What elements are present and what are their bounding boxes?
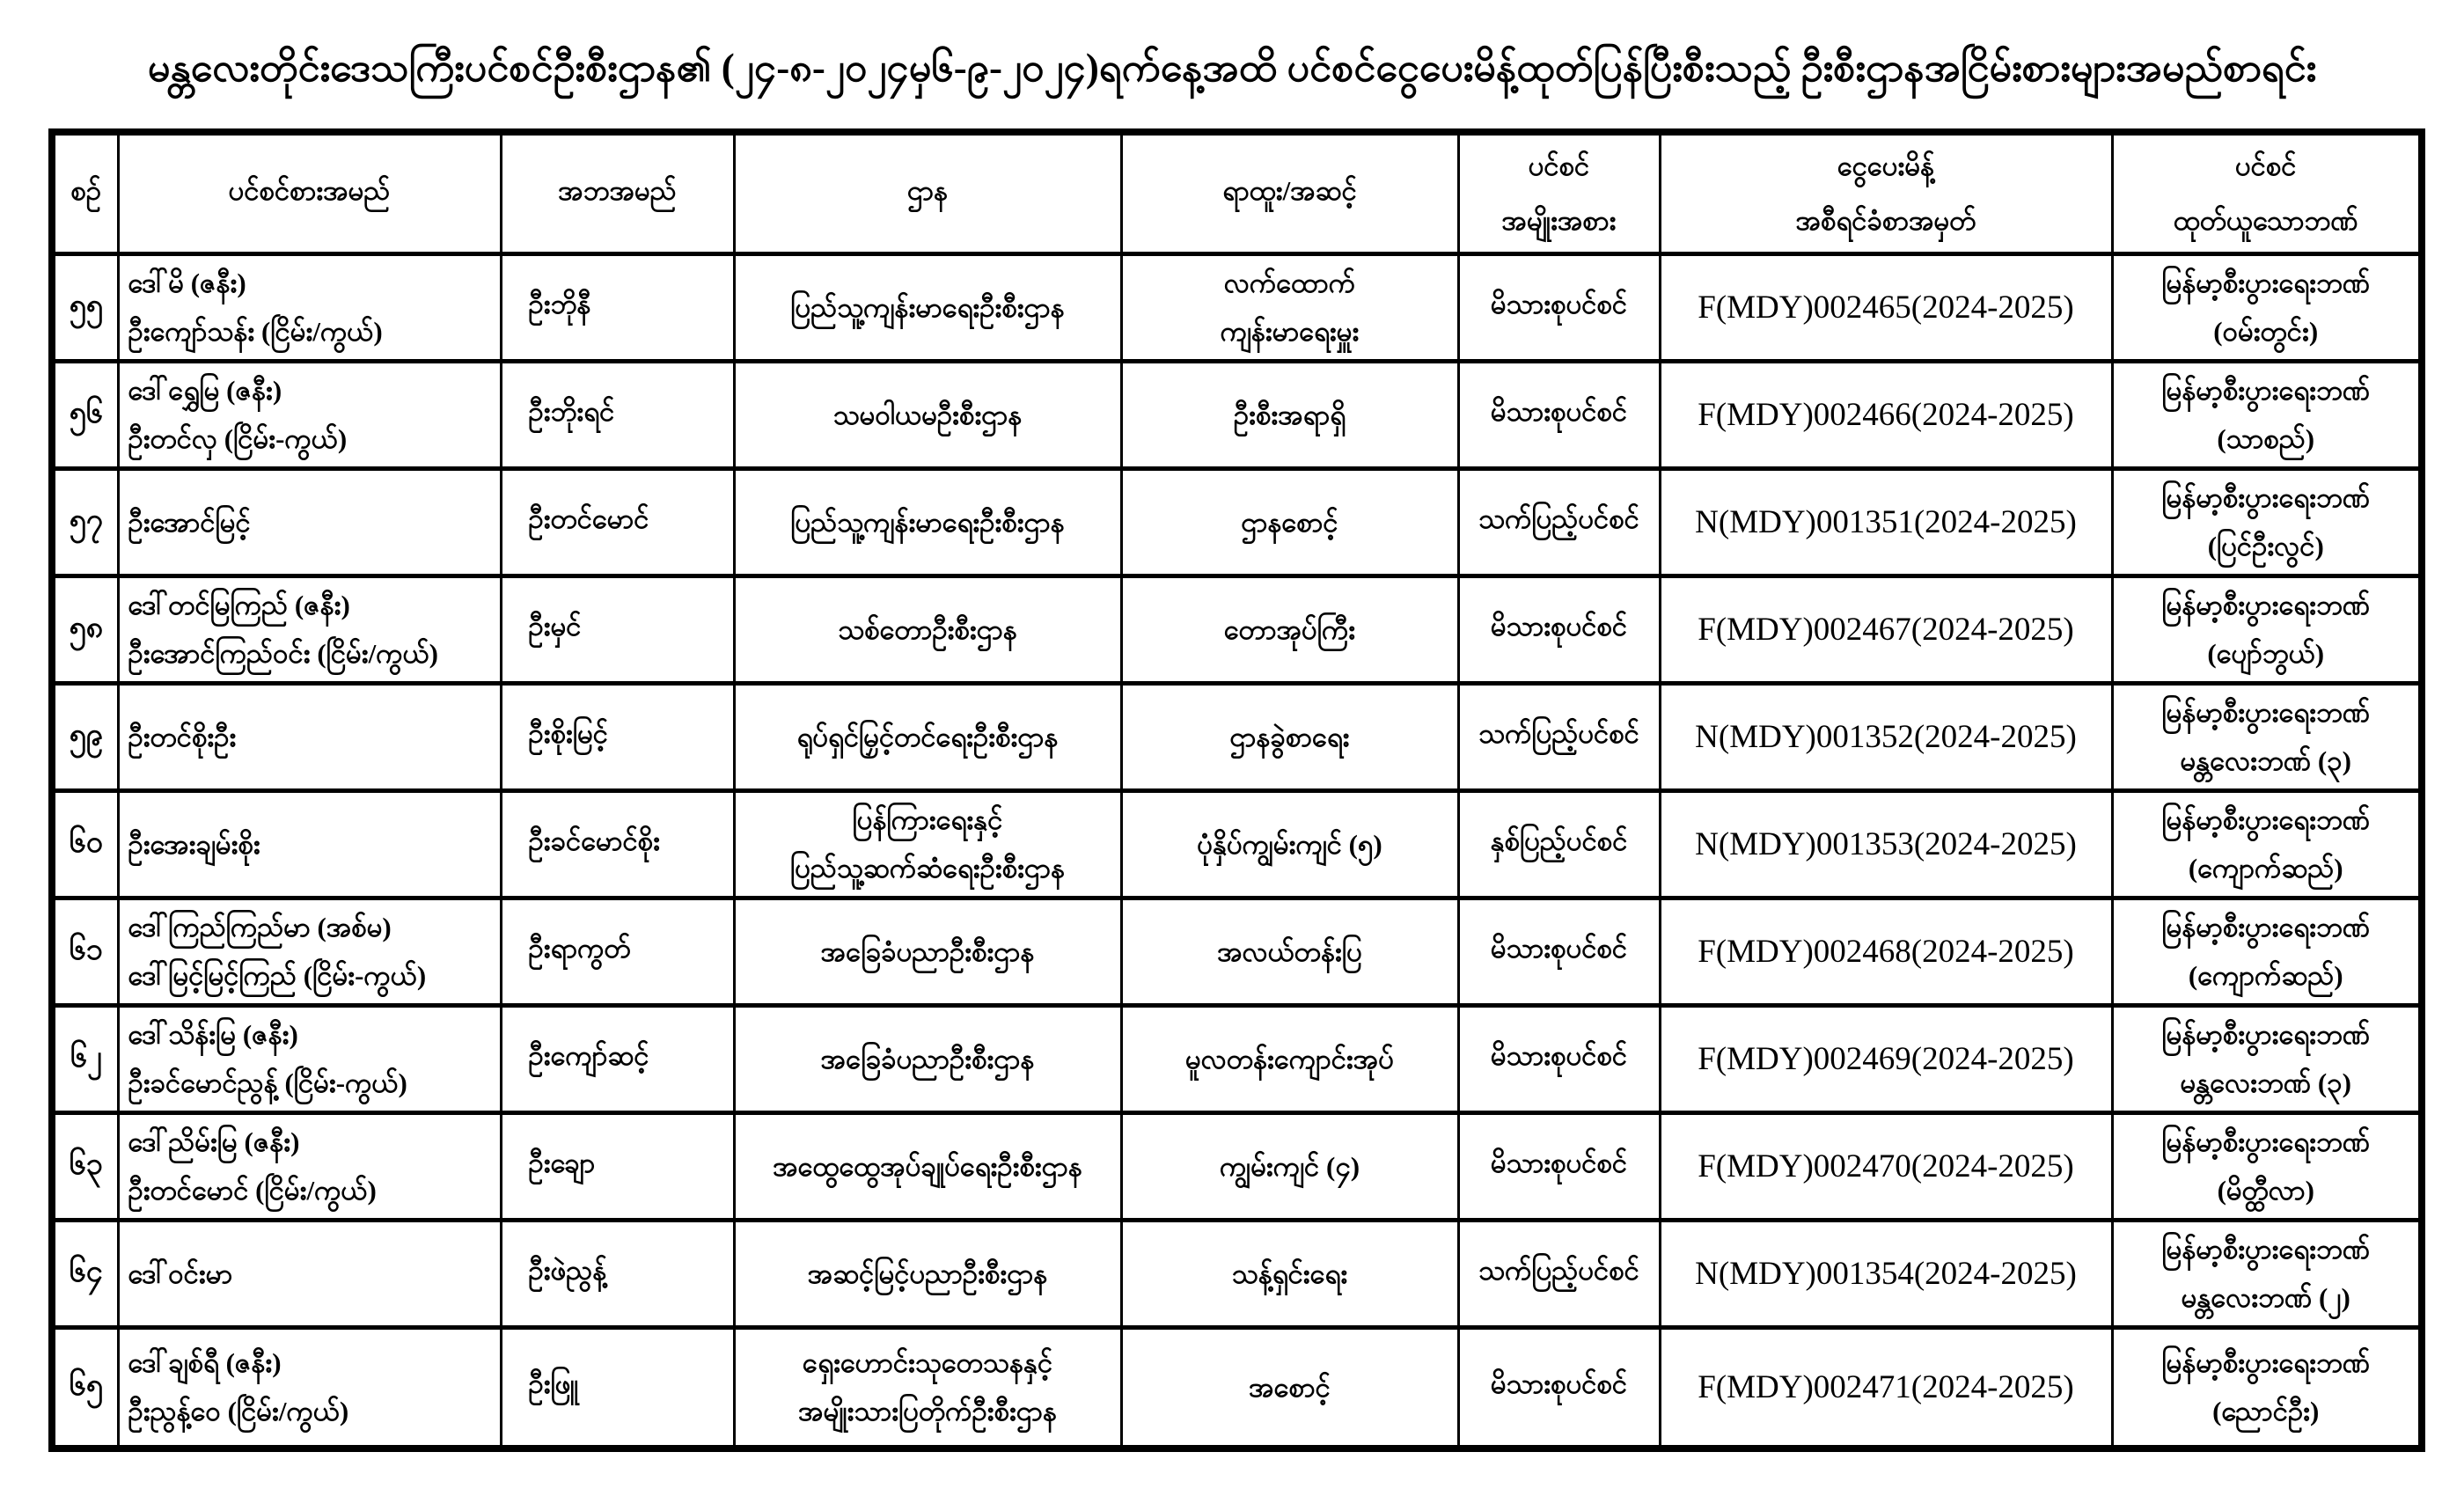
cell-department xyxy=(734,683,1121,790)
table-row xyxy=(52,1005,2422,1112)
cell-department xyxy=(734,576,1121,683)
header-payment-order xyxy=(1660,132,2112,253)
position-line: အစောင့် xyxy=(1249,1371,1331,1403)
header-pension-type xyxy=(1458,132,1660,253)
bank-line: မြန်မာ့စီးပွားရေးဘဏ် xyxy=(2161,1347,2371,1379)
cell-payment-order: N(MDY)001354(2024-2025) xyxy=(1660,1220,2112,1327)
cell-pensioner-name xyxy=(118,1112,501,1220)
cell-position xyxy=(1121,468,1458,576)
pension-list-table xyxy=(48,128,2425,1452)
cell-position xyxy=(1121,898,1458,1005)
bank-line: (ကျောက်ဆည်) xyxy=(2188,853,2343,884)
cell-serial: ၅၅ xyxy=(52,253,118,361)
department-line: ပြန်ကြားရေးနှင့် xyxy=(852,804,1003,835)
cell-department xyxy=(734,253,1121,361)
cell-serial: ၆၄ xyxy=(52,1220,118,1327)
cell-position xyxy=(1121,790,1458,898)
cell-department xyxy=(734,361,1121,468)
position-line: ကျွမ်းကျင် (၄) xyxy=(1219,1150,1360,1182)
cell-payment-order: F(MDY)002469(2024-2025) xyxy=(1660,1005,2112,1112)
department-line: သမဝါယမဦးစီးဌာန xyxy=(832,399,1023,430)
table-row xyxy=(52,1220,2422,1327)
cell-payment-order: N(MDY)001352(2024-2025) xyxy=(1660,683,2112,790)
cell-bank xyxy=(2112,576,2422,683)
cell-payment-order: F(MDY)002468(2024-2025) xyxy=(1660,898,2112,1005)
pensioner-name-line: ဒေါ်မိ (ဇနီး) xyxy=(128,268,246,298)
pensioner-name-line: ဦးအောင်မြင့် xyxy=(128,506,251,538)
cell-pension-type: နှစ်ပြည့်ပင်စင် xyxy=(1458,790,1660,898)
cell-department xyxy=(734,1112,1121,1220)
pensioner-name-line: ဒေါ်မြင့်မြင့်ကြည် (ငြိမ်း-ကွယ်) xyxy=(128,960,427,991)
cell-pension-type: မိသားစုပင်စင် xyxy=(1458,1327,1660,1448)
bank-line: မန္တလေးဘဏ် (၃) xyxy=(2180,745,2351,776)
cell-bank xyxy=(2112,1112,2422,1220)
cell-serial: ၅၇ xyxy=(52,468,118,576)
header-row xyxy=(52,132,2422,253)
pensioner-name-line: ဦးတင်လှ (ငြိမ်း-ကွယ်) xyxy=(128,423,348,454)
cell-father-name: ဦးကျော်ဆင့် xyxy=(501,1005,734,1112)
cell-department xyxy=(734,1005,1121,1112)
cell-pension-type: မိသားစုပင်စင် xyxy=(1458,898,1660,1005)
header-position: ရာထူး/အဆင့် xyxy=(1121,132,1458,253)
department-line: ရှေးဟောင်းသုတေသနနှင့် xyxy=(802,1347,1053,1379)
pensioner-name-line: ဦးအေးချမ်းစိုး xyxy=(128,828,260,860)
position-line: ကျန်းမာရေးမှူး xyxy=(1220,316,1360,347)
table-row xyxy=(52,683,2422,790)
position-line: တောအုပ်ကြီး xyxy=(1223,613,1356,645)
cell-father-name: ဦးရာကွတ် xyxy=(501,898,734,1005)
cell-position xyxy=(1121,576,1458,683)
bank-line: မြန်မာ့စီးပွားရေးဘဏ် xyxy=(2161,268,2371,298)
cell-pension-type: မိသားစုပင်စင် xyxy=(1458,1005,1660,1112)
cell-bank xyxy=(2112,253,2422,361)
bank-line: (ဝမ်းတွင်း) xyxy=(2213,316,2319,347)
cell-pensioner-name xyxy=(118,576,501,683)
pensioner-name-line: ဦးတင်မောင် (ငြိမ်း/ကွယ်) xyxy=(128,1175,377,1206)
page-title: မန္တလေးတိုင်းဒေသကြီးပင်စင်ဦးစီးဌာန၏ (၂၄-၈-၂၀၂၄မှ၆-၉-၂၀၂၄)ရက်နေ့အထိ ပင်စင်ငွေပေးမိန့်ထုတ်ပြန်ပြီးစီးသည့် ဦးစီးဌာနအငြိမ်းစားများအမည်စာရင်း xyxy=(147,46,2317,90)
cell-bank xyxy=(2112,898,2422,1005)
pensioner-name-line: ဒေါ်ဝင်းမာ xyxy=(128,1258,233,1289)
header-bank-line: ထုတ်ယူသောဘဏ် xyxy=(2173,204,2358,236)
cell-position xyxy=(1121,1327,1458,1448)
cell-pensioner-name xyxy=(118,468,501,576)
department-line: ပြည်သူ့ကျန်းမာရေးဦးစီးဌာန xyxy=(790,291,1065,323)
table-row xyxy=(52,1327,2422,1448)
header-pension-type-line: ပင်စင် xyxy=(1528,150,1590,181)
cell-position xyxy=(1121,253,1458,361)
bank-line: မြန်မာ့စီးပွားရေးဘဏ် xyxy=(2161,1019,2371,1050)
cell-payment-order: F(MDY)002465(2024-2025) xyxy=(1660,253,2112,361)
cell-department xyxy=(734,1327,1121,1448)
cell-bank xyxy=(2112,1220,2422,1327)
bank-line: မြန်မာ့စီးပွားရေးဘဏ် xyxy=(2161,375,2371,406)
position-line: အလယ်တန်းပြ xyxy=(1217,935,1362,967)
header-pension-type-line: အမျိုးအစား xyxy=(1501,204,1617,236)
header-department: ဌာန xyxy=(734,132,1121,253)
cell-father-name: ဦးဖဲညွန့် xyxy=(501,1220,734,1327)
pensioner-name-line: ဦးတင်စိုးဦး xyxy=(128,721,237,752)
position-line: ဌာနခွဲစာရေး xyxy=(1229,721,1350,752)
cell-serial: ၆၅ xyxy=(52,1327,118,1448)
cell-father-name: ဦးဘိုးရင် xyxy=(501,361,734,468)
header-bank-line: ပင်စင် xyxy=(2234,150,2297,181)
cell-serial: ၆၁ xyxy=(52,898,118,1005)
cell-bank xyxy=(2112,683,2422,790)
cell-pensioner-name xyxy=(118,790,501,898)
bank-line: (ပျော်ဘွယ်) xyxy=(2207,638,2325,669)
department-line: အခြေခံပညာဦးစီးဌာန xyxy=(820,1043,1035,1074)
table-row xyxy=(52,898,2422,1005)
cell-position xyxy=(1121,1112,1458,1220)
cell-pensioner-name xyxy=(118,683,501,790)
department-line: ပြည်သူ့ဆက်ဆံရေးဦးစီးဌာန xyxy=(790,853,1065,884)
cell-bank xyxy=(2112,790,2422,898)
cell-department xyxy=(734,790,1121,898)
department-line: အဆင့်မြင့်ပညာဦးစီးဌာန xyxy=(807,1258,1048,1289)
bank-line: မြန်မာ့စီးပွားရေးဘဏ် xyxy=(2161,482,2371,513)
header-serial: စဉ် xyxy=(52,132,118,253)
pensioner-name-line: ဒေါ်ချစ်ရီ (ဇနီး) xyxy=(128,1347,282,1379)
cell-pension-type: သက်ပြည့်ပင်စင် xyxy=(1458,468,1660,576)
cell-pensioner-name xyxy=(118,1220,501,1327)
cell-pension-type: မိသားစုပင်စင် xyxy=(1458,576,1660,683)
cell-father-name: ဦးခင်မောင်စိုး xyxy=(501,790,734,898)
header-payment-order-line: ငွေပေးမိန့် xyxy=(1837,150,1935,181)
table-row xyxy=(52,790,2422,898)
pensioner-name-line: ဒေါ်ညိမ်းမြ (ဇနီး) xyxy=(128,1126,300,1157)
cell-position xyxy=(1121,1005,1458,1112)
cell-position xyxy=(1121,683,1458,790)
pensioner-name-line: ဒေါ်သိန်းမြ (ဇနီး) xyxy=(128,1019,298,1050)
bank-line: (မိတ္ထီလာ) xyxy=(2217,1175,2314,1206)
cell-serial: ၅၉ xyxy=(52,683,118,790)
cell-serial: ၅၆ xyxy=(52,361,118,468)
cell-pension-type: မိသားစုပင်စင် xyxy=(1458,1112,1660,1220)
bank-line: မြန်မာ့စီးပွားရေးဘဏ် xyxy=(2161,1126,2371,1157)
cell-payment-order: F(MDY)002471(2024-2025) xyxy=(1660,1327,2112,1448)
bank-line: မြန်မာ့စီးပွားရေးဘဏ် xyxy=(2161,804,2371,835)
cell-pensioner-name xyxy=(118,361,501,468)
bank-line: မြန်မာ့စီးပွားရေးဘဏ် xyxy=(2161,697,2371,728)
cell-father-name: ဦးဖြူ xyxy=(501,1327,734,1448)
department-line: ပြည်သူ့ကျန်းမာရေးဦးစီးဌာန xyxy=(790,506,1065,538)
department-line: အခြေခံပညာဦးစီးဌာန xyxy=(820,935,1035,967)
cell-serial: ၆၂ xyxy=(52,1005,118,1112)
pensioner-name-line: ဦးညွန့်ဝေ (ငြိမ်း/ကွယ်) xyxy=(128,1396,349,1427)
table-row xyxy=(52,1112,2422,1220)
cell-payment-order: F(MDY)002467(2024-2025) xyxy=(1660,576,2112,683)
bank-line: (ကျောက်ဆည်) xyxy=(2188,960,2343,991)
pensioner-name-line: ဒေါ်ကြည်ကြည်မာ (အစ်မ) xyxy=(128,912,392,942)
position-line: ဌာနစောင့် xyxy=(1241,506,1338,538)
table-body xyxy=(52,253,2422,1448)
table-row xyxy=(52,361,2422,468)
cell-payment-order: N(MDY)001353(2024-2025) xyxy=(1660,790,2112,898)
cell-department xyxy=(734,1220,1121,1327)
cell-pension-type: မိသားစုပင်စင် xyxy=(1458,253,1660,361)
cell-department xyxy=(734,898,1121,1005)
table-row xyxy=(52,576,2422,683)
bank-line: မြန်မာ့စီးပွားရေးဘဏ် xyxy=(2161,1234,2371,1265)
pensioner-name-line: ဦးကျော်သန်း (ငြိမ်း/ကွယ်) xyxy=(128,316,383,347)
header-payment-order-line: အစီရင်ခံစာအမှတ် xyxy=(1795,204,1976,236)
cell-father-name: ဦးစိုးမြင့် xyxy=(501,683,734,790)
cell-pensioner-name xyxy=(118,1327,501,1448)
cell-father-name: ဦးဘိုနီ xyxy=(501,253,734,361)
cell-department xyxy=(734,468,1121,576)
cell-father-name: ဦးချော xyxy=(501,1112,734,1220)
cell-father-name: ဦးမှင် xyxy=(501,576,734,683)
cell-position xyxy=(1121,1220,1458,1327)
pensioner-name-line: ဒေါ်ရွှေမြ (ဇနီး) xyxy=(128,375,282,406)
cell-pension-type: သက်ပြည့်ပင်စင် xyxy=(1458,1220,1660,1327)
cell-pensioner-name xyxy=(118,898,501,1005)
cell-bank xyxy=(2112,361,2422,468)
bank-line: (ပြင်ဦးလွင်) xyxy=(2207,531,2324,561)
cell-payment-order: F(MDY)002466(2024-2025) xyxy=(1660,361,2112,468)
cell-bank xyxy=(2112,1005,2422,1112)
cell-serial: ၆၀ xyxy=(52,790,118,898)
bank-line: မြန်မာ့စီးပွားရေးဘဏ် xyxy=(2161,912,2371,942)
header-father-name: အဘအမည် xyxy=(501,132,734,253)
pensioner-name-line: ဒေါ်တင်မြကြည် (ဇနီး) xyxy=(128,590,350,620)
header-pensioner-name: ပင်စင်စားအမည် xyxy=(118,132,501,253)
position-line: လက်ထောက် xyxy=(1223,268,1356,298)
pensioner-name-line: ဦးအောင်ကြည်ဝင်း (ငြိမ်း/ကွယ်) xyxy=(128,638,438,669)
department-line: ရုပ်ရှင်မြှင့်တင်ရေးဦးစီးဌာန xyxy=(796,721,1059,752)
table-row xyxy=(52,468,2422,576)
cell-pension-type: မိသားစုပင်စင် xyxy=(1458,361,1660,468)
cell-serial: ၆၃ xyxy=(52,1112,118,1220)
bank-line: မြန်မာ့စီးပွားရေးဘဏ် xyxy=(2161,590,2371,620)
cell-payment-order: N(MDY)001351(2024-2025) xyxy=(1660,468,2112,576)
position-line: ပုံနှိပ်ကျွမ်းကျင် (၅) xyxy=(1197,828,1382,860)
table-row xyxy=(52,253,2422,361)
bank-line: မန္တလေးဘဏ် (၂) xyxy=(2181,1282,2350,1313)
department-line: အထွေထွေအုပ်ချုပ်ရေးဦးစီးဌာန xyxy=(773,1150,1082,1182)
cell-pension-type: သက်ပြည့်ပင်စင် xyxy=(1458,683,1660,790)
position-line: ဦးစီးအရာရှိ xyxy=(1233,399,1346,430)
bank-line: (သာစည်) xyxy=(2217,423,2315,454)
cell-bank xyxy=(2112,1327,2422,1448)
header-bank xyxy=(2112,132,2422,253)
department-line: အမျိုးသားပြတိုက်ဦးစီးဌာန xyxy=(798,1396,1057,1427)
position-line: မူလတန်းကျောင်းအုပ် xyxy=(1185,1043,1394,1074)
cell-pensioner-name xyxy=(118,253,501,361)
bank-line: မန္တလေးဘဏ် (၃) xyxy=(2180,1067,2351,1098)
cell-payment-order: F(MDY)002470(2024-2025) xyxy=(1660,1112,2112,1220)
position-line: သန့်ရှင်းရေး xyxy=(1231,1258,1348,1289)
pensioner-name-line: ဦးခင်မောင်ညွန့် (ငြိမ်း-ကွယ်) xyxy=(128,1067,407,1098)
bank-line: (ညောင်ဦး) xyxy=(2212,1396,2320,1427)
cell-serial: ၅၈ xyxy=(52,576,118,683)
cell-pensioner-name xyxy=(118,1005,501,1112)
department-line: သစ်တောဦးစီးဌာန xyxy=(838,613,1017,645)
cell-position xyxy=(1121,361,1458,468)
cell-father-name: ဦးတင်မောင် xyxy=(501,468,734,576)
cell-bank xyxy=(2112,468,2422,576)
